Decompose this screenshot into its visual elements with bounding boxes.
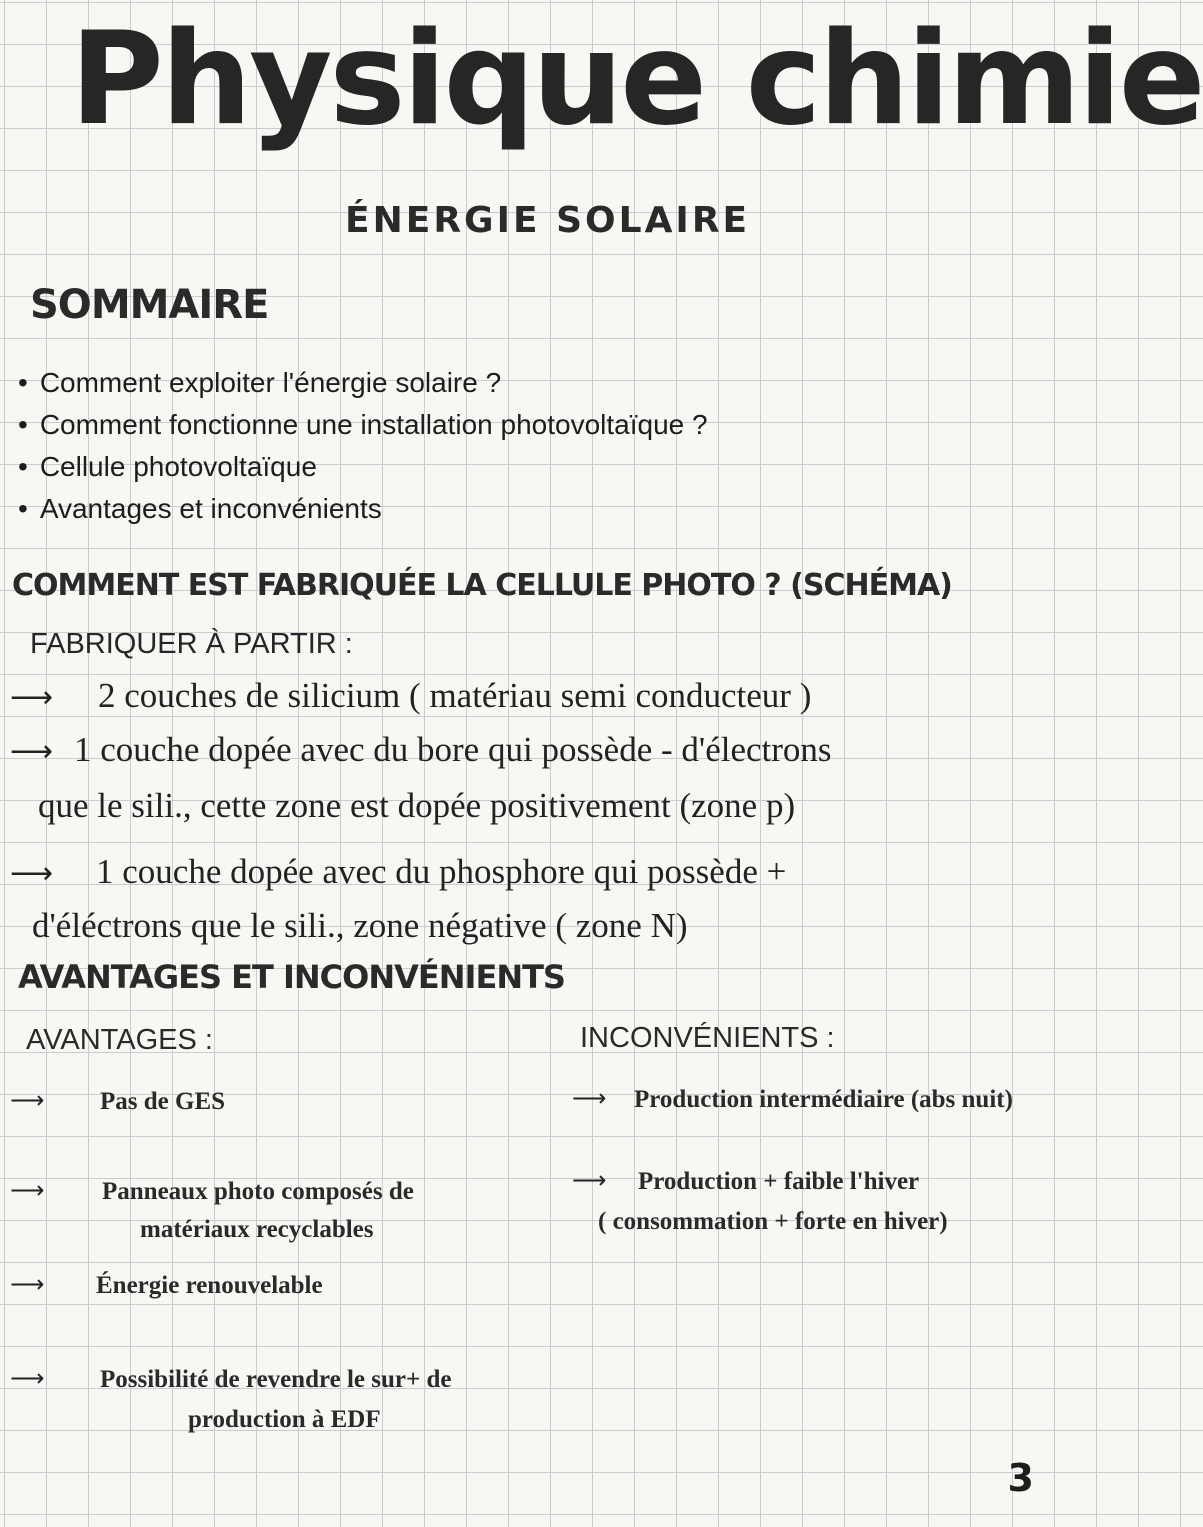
inconvenient-item: ( consommation + forte en hiver) <box>598 1208 948 1235</box>
fabrication-line: 1 couche dopée avec du bore qui possède - d'électrons <box>74 730 832 769</box>
avantages-heading: AVANTAGES ET INCONVÉNIENTS <box>18 958 565 996</box>
arrow-icon: ⟶ <box>10 1270 45 1298</box>
sommaire-item: • Cellule photovoltaïque <box>18 446 708 488</box>
page-title: Physique chimie <box>70 5 1203 154</box>
sommaire-list <box>18 362 708 530</box>
arrow-icon: ⟶ <box>572 1084 607 1112</box>
arrow-icon: ⟶ <box>10 1176 45 1204</box>
sommaire-item: • Comment fonctionne une installation photovoltaïque ? <box>18 404 708 446</box>
inconvenients-label: INCONVÉNIENTS : <box>580 1022 835 1054</box>
sommaire-item: • Avantages et inconvénients <box>18 488 708 530</box>
avantage-item: Panneaux photo composés de <box>102 1178 414 1205</box>
sommaire-item: • Comment exploiter l'énergie solaire ? <box>18 362 708 404</box>
arrow-icon: ⟶ <box>10 1364 45 1392</box>
avantage-item: Possibilité de revendre le sur+ de <box>100 1366 452 1393</box>
inconvenient-item: Production intermédiaire (abs nuit) <box>634 1086 1013 1113</box>
arrow-icon: ⟶ <box>10 680 54 715</box>
page-number: 3 <box>1007 1456 1034 1500</box>
avantage-item: Énergie renouvelable <box>96 1272 323 1299</box>
fabrication-line: 2 couches de silicium ( matériau semi conducteur ) <box>98 676 812 715</box>
fabrication-line: que le sili., cette zone est dopée positivement (zone p) <box>38 786 796 825</box>
avantage-item: production à EDF <box>188 1406 381 1433</box>
arrow-icon: ⟶ <box>10 1086 45 1114</box>
arrow-icon: ⟶ <box>10 856 54 891</box>
inconvenient-item: Production + faible l'hiver <box>638 1168 920 1195</box>
page-subtitle: ÉNERGIE SOLAIRE <box>345 200 751 241</box>
avantages-label: AVANTAGES : <box>26 1024 213 1056</box>
fabrication-heading: COMMENT EST FABRIQUÉE LA CELLULE PHOTO ? (SCHÉMA) <box>12 568 952 603</box>
sommaire-heading: SOMMAIRE <box>30 282 269 328</box>
fabrication-line: d'éléctrons que le sili., zone négative ( zone N) <box>32 906 688 945</box>
avantage-item: matériaux recyclables <box>140 1216 374 1243</box>
fabrication-line: 1 couche dopée avec du phosphore qui possède + <box>96 852 787 891</box>
fabrication-label: FABRIQUER À PARTIR : <box>30 628 353 660</box>
arrow-icon: ⟶ <box>572 1166 607 1194</box>
arrow-icon: ⟶ <box>10 734 54 769</box>
avantage-item: Pas de GES <box>100 1088 226 1115</box>
